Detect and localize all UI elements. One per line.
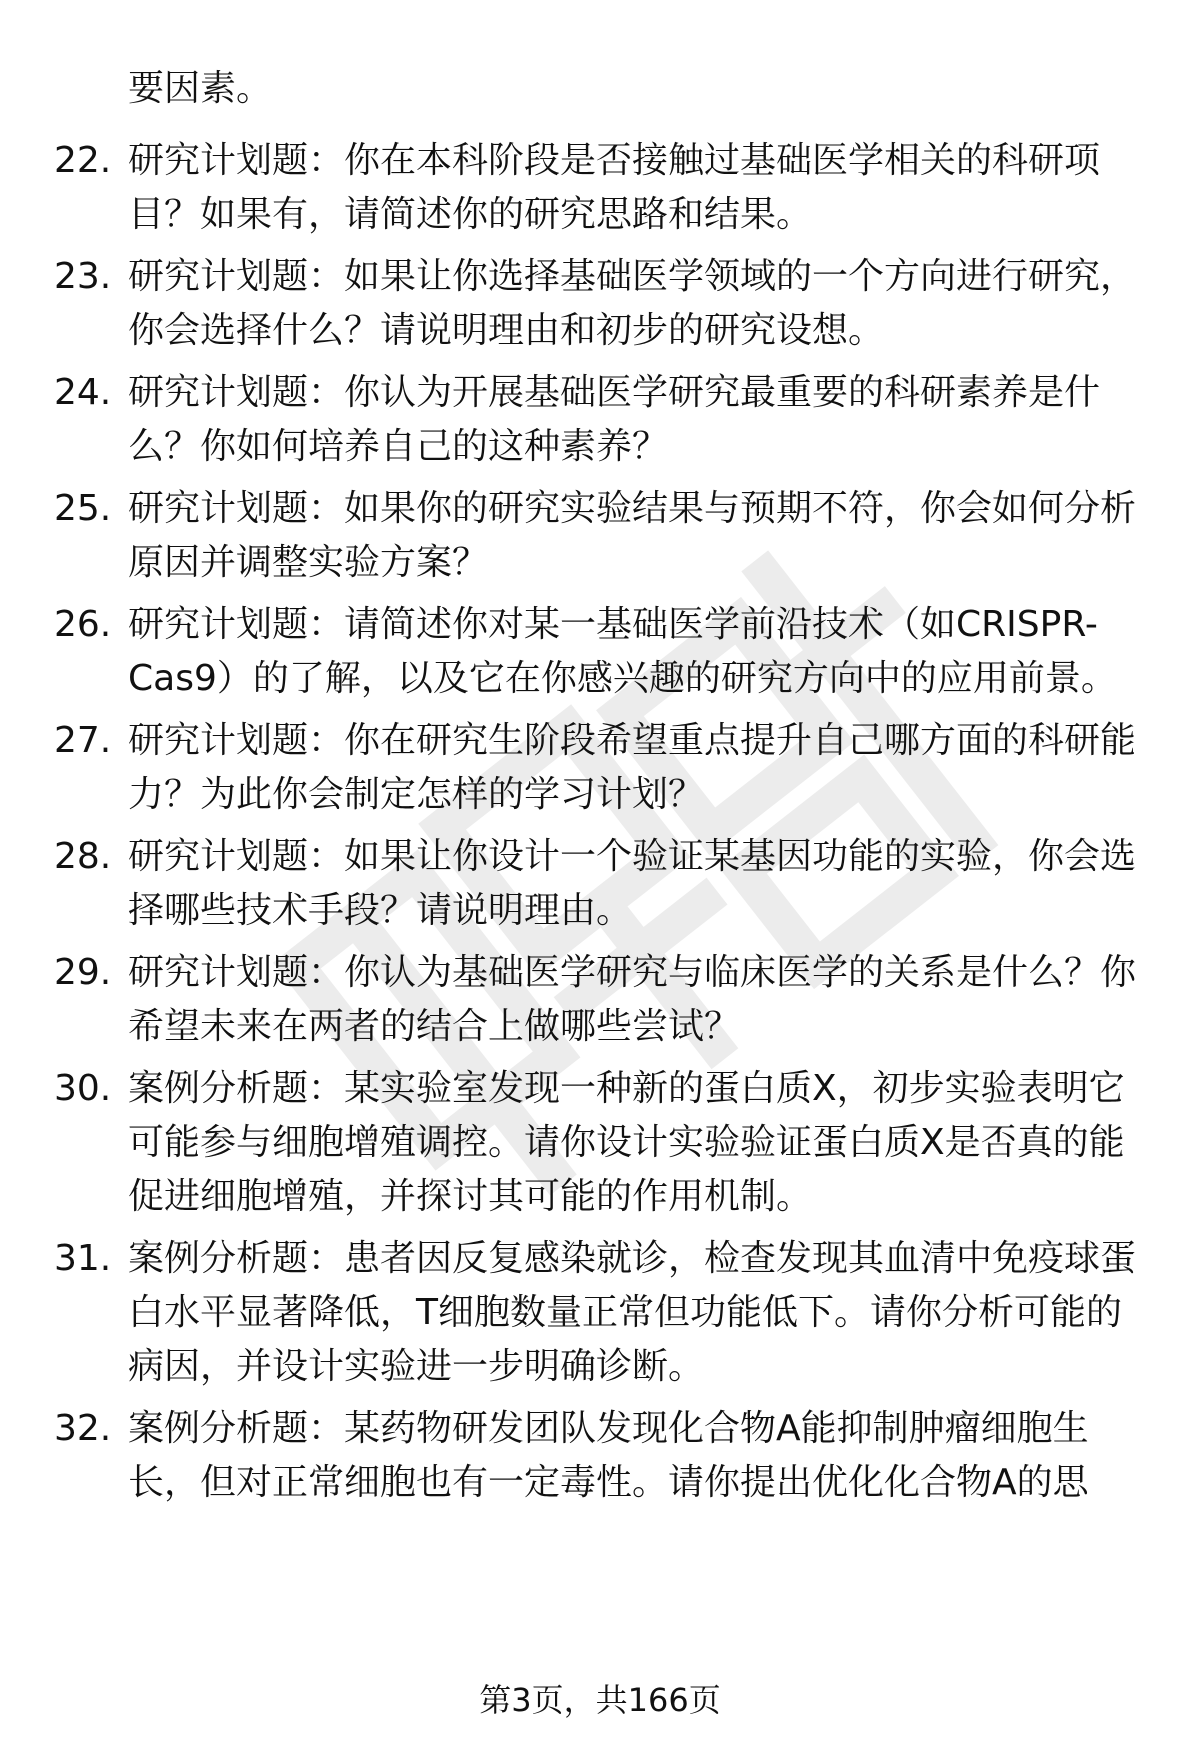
question-text: 案例分析题：某实验室发现一种新的蛋白质X，初步实验表明它可能参与细胞增殖调控。请你设计实验验证蛋白质X是否真的能促进细胞增殖，并探讨其可能的作用机制。 bbox=[128, 1068, 1125, 1217]
question-item bbox=[54, 714, 1164, 822]
question-item bbox=[54, 830, 1164, 938]
question-number: 22. bbox=[54, 140, 112, 181]
question-text: 研究计划题：如果让你设计一个验证某基因功能的实验，你会选择哪些技术手段？请说明理由。 bbox=[128, 836, 1137, 931]
question-number: 24. bbox=[54, 372, 112, 413]
question-number: 23. bbox=[54, 256, 112, 297]
question-number: 31. bbox=[54, 1238, 112, 1279]
question-number: 32. bbox=[54, 1408, 112, 1449]
question-number: 26. bbox=[54, 604, 112, 645]
question-number: 27. bbox=[54, 720, 112, 761]
question-item bbox=[54, 366, 1164, 474]
question-text: 研究计划题：如果你的研究实验结果与预期不符，你会如何分析原因并调整实验方案？ bbox=[128, 488, 1137, 583]
question-number: 28. bbox=[54, 836, 112, 877]
question-number: 30. bbox=[54, 1068, 112, 1109]
question-item bbox=[54, 946, 1164, 1054]
question-item bbox=[54, 1402, 1164, 1510]
question-text: 研究计划题：你在本科阶段是否接触过基础医学相关的科研项目？如果有，请简述你的研究思路和结果。 bbox=[128, 140, 1101, 235]
question-number: 25. bbox=[54, 488, 112, 529]
question-item bbox=[54, 598, 1164, 706]
question-item bbox=[54, 1232, 1164, 1394]
question-item bbox=[54, 482, 1164, 590]
question-text: 研究计划题：你认为开展基础医学研究最重要的科研素养是什么？你如何培养自己的这种素养？ bbox=[128, 372, 1101, 467]
question-text: 研究计划题：你在研究生阶段希望重点提升自己哪方面的科研能力？为此你会制定怎样的学习计划？ bbox=[128, 720, 1137, 815]
question-text: 研究计划题：你认为基础医学研究与临床医学的关系是什么？你希望未来在两者的结合上做哪些尝试？ bbox=[128, 952, 1137, 1047]
question-text: 案例分析题：某药物研发团队发现化合物A能抑制肿瘤细胞生长，但对正常细胞也有一定毒性。请你提出优化化合物A的思 bbox=[128, 1408, 1089, 1503]
page-footer: 第3页，共166页 bbox=[479, 1681, 721, 1719]
question-item bbox=[54, 250, 1164, 358]
question-item bbox=[54, 134, 1164, 242]
question-item bbox=[54, 1062, 1164, 1224]
question-text: 案例分析题：患者因反复感染就诊，检查发现其血清中免疫球蛋白水平显著降低，T细胞数量正常但功能低下。请你分析可能的病因，并设计实验进一步明确诊断。 bbox=[128, 1238, 1137, 1387]
question-number: 29. bbox=[54, 952, 112, 993]
question-text: 研究计划题：如果让你选择基础医学领域的一个方向进行研究，你会选择什么？请说明理由和初步的研究设想。 bbox=[128, 256, 1137, 351]
continuation-text: 要因素。 bbox=[128, 68, 273, 109]
question-text: 研究计划题：请简述你对某一基础医学前沿技术（如CRISPR-Cas9）的了解，以及它在你感兴趣的研究方向中的应用前景。 bbox=[128, 604, 1117, 699]
